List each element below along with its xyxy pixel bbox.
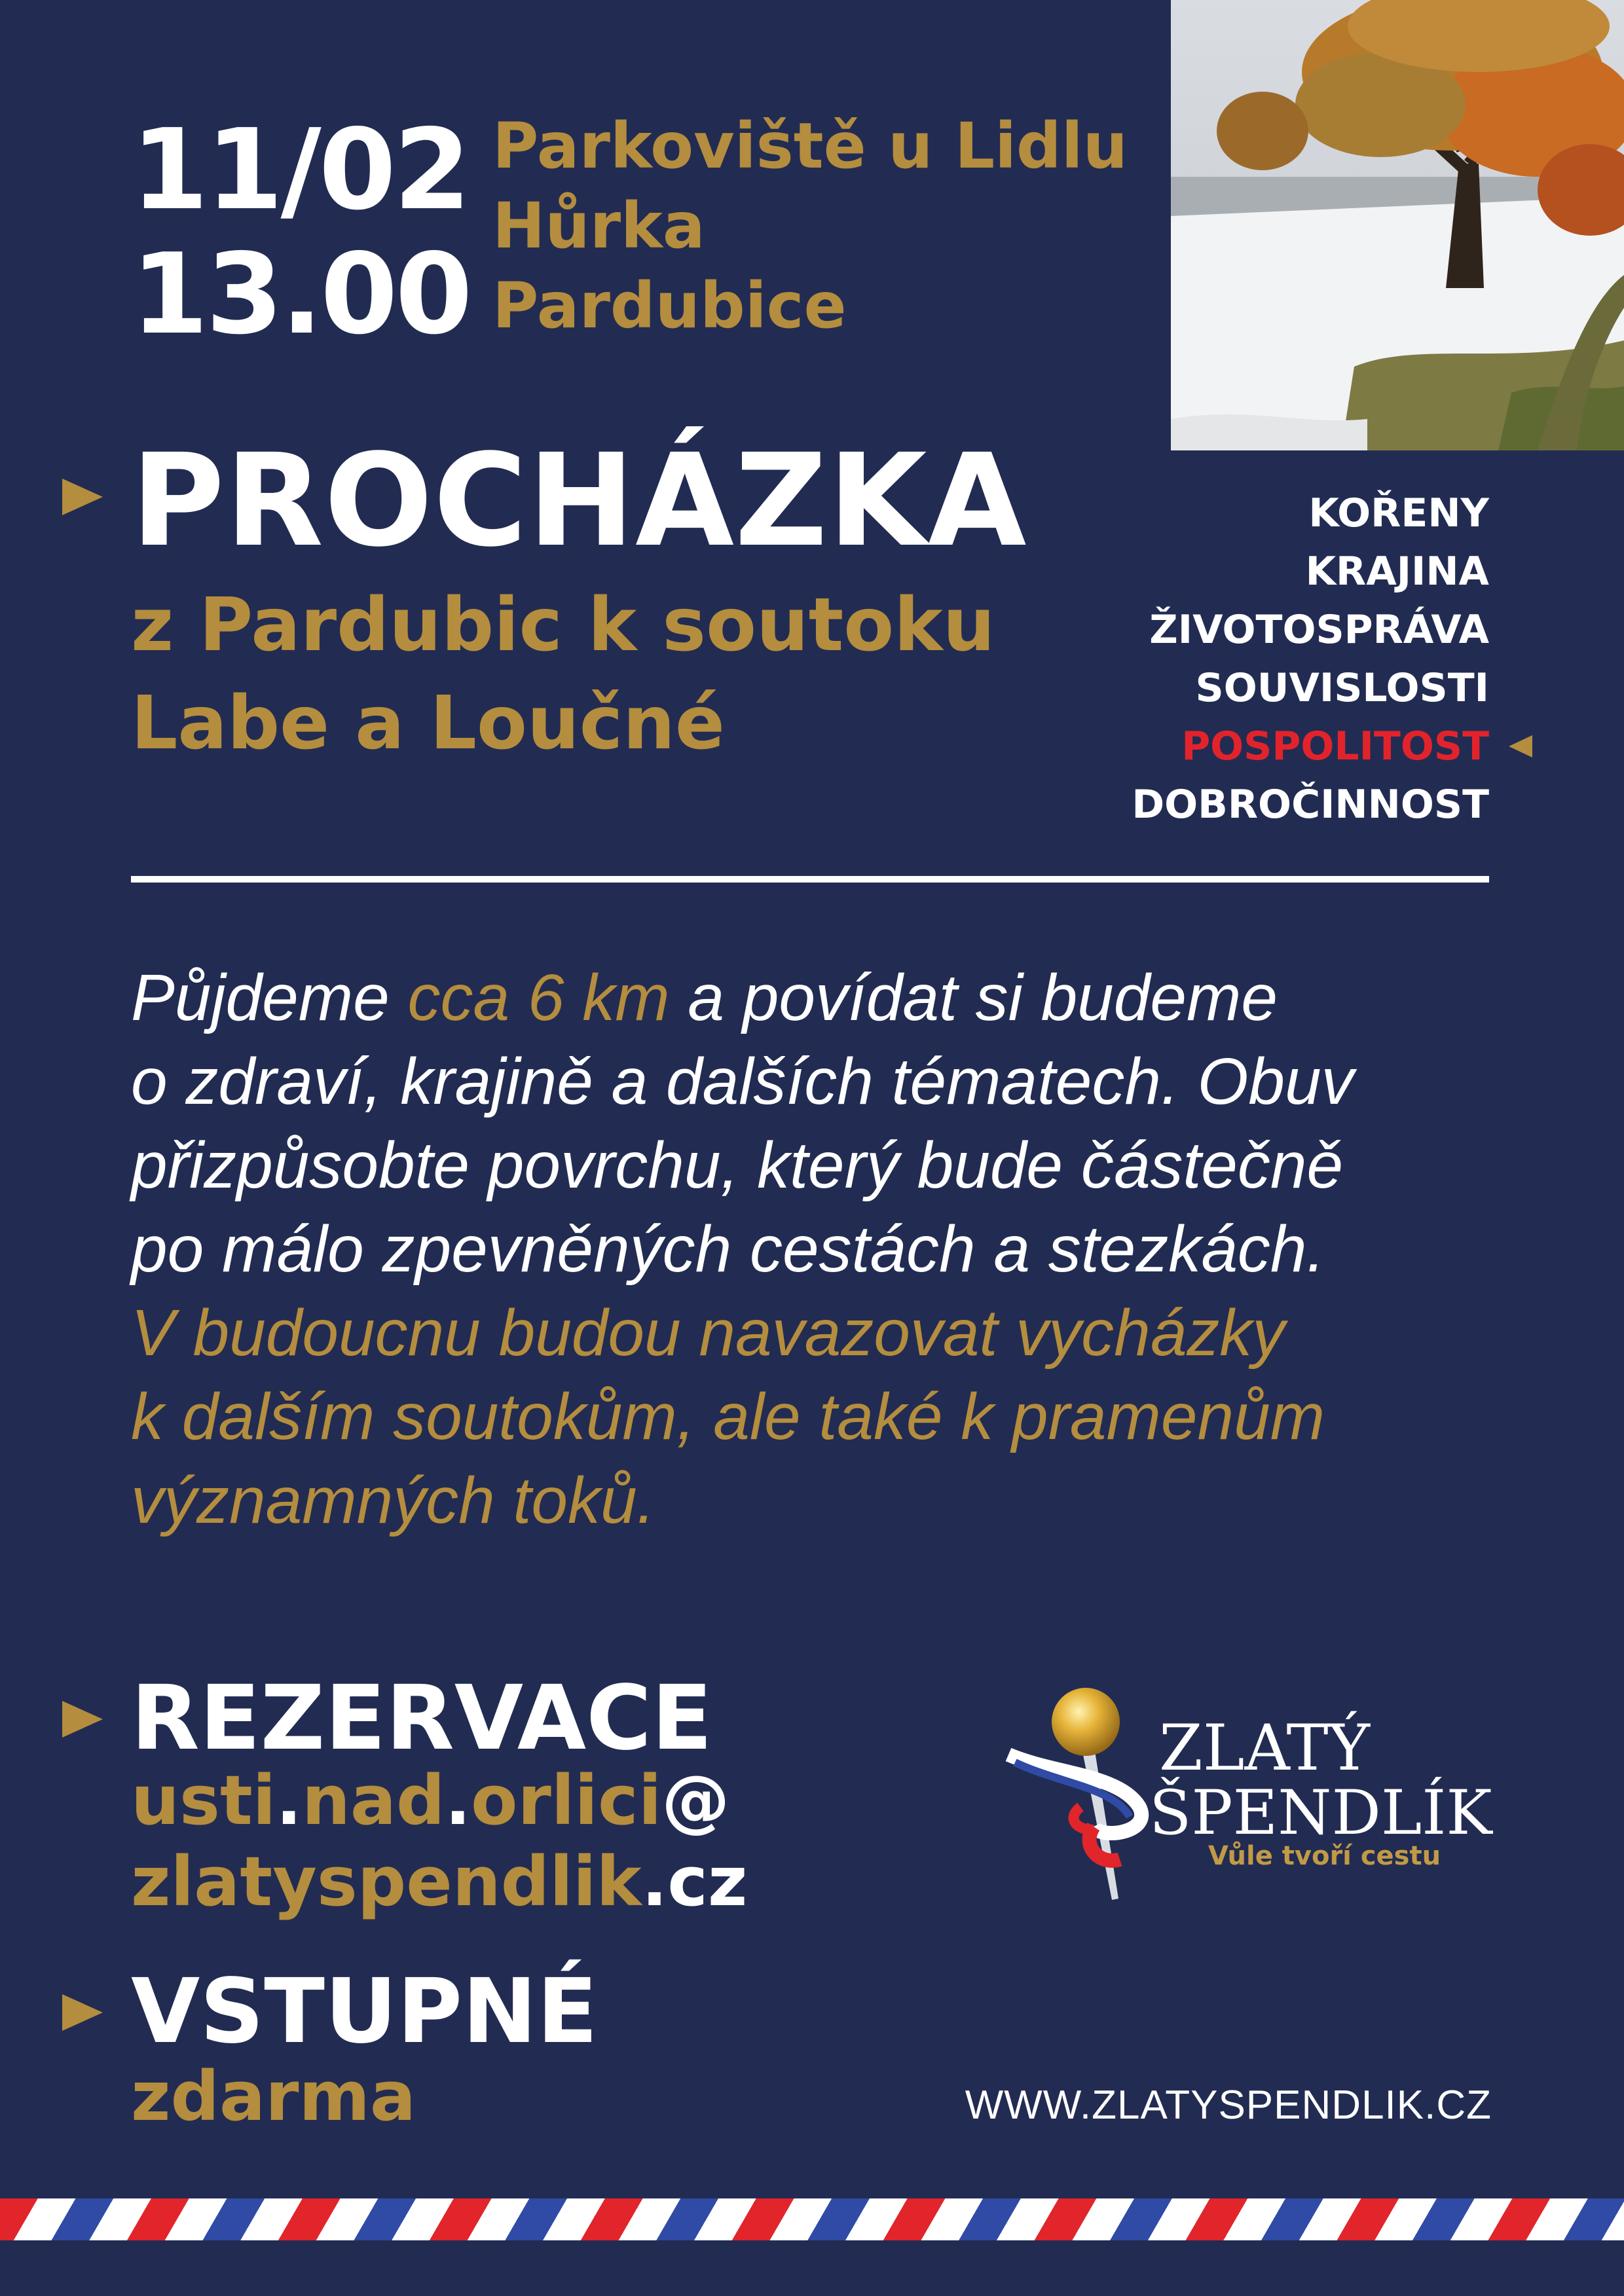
location-line-3: Pardubice xyxy=(492,269,847,342)
distance-highlight: cca 6 km xyxy=(407,961,670,1034)
topic-item-active: POSPOLITOST xyxy=(1181,723,1489,769)
description xyxy=(131,956,1611,1542)
play-arrow-icon xyxy=(62,1701,103,1738)
subtitle xyxy=(131,576,995,773)
location-line-1: Parkoviště u Lidlu xyxy=(492,109,1128,183)
topic-item: KOŘENY xyxy=(1308,490,1489,536)
reservation-email-line-1[interactable]: usti.nad.orlici@ xyxy=(131,1760,730,1840)
reservation-email-line-2[interactable]: zlatyspendlik.cz xyxy=(131,1842,748,1922)
admission-value: zdarma xyxy=(131,2056,416,2136)
topics-list xyxy=(1132,484,1489,834)
event-photo xyxy=(1171,0,1624,450)
description-line-2: o zdraví, krajině a dalších tématech. Obuv xyxy=(131,1045,1354,1118)
description-line-3: přizpůsobte povrchu, který bude částečně xyxy=(131,1129,1344,1202)
winter-tree-photo xyxy=(1171,0,1624,450)
topic-item: DOBROČINNOST xyxy=(1132,782,1489,828)
topic-item: ŽIVOTOSPRÁVA xyxy=(1149,607,1489,653)
page-title: PROCHÁZKA xyxy=(131,426,1027,575)
topic-item: SOUVISLOSTI xyxy=(1195,665,1489,711)
description-line-1: Půjdeme cca 6 km a povídat si budeme xyxy=(131,961,1278,1034)
admission-heading: VSTUPNÉ xyxy=(131,1960,598,2064)
location-line-2: Hůrka xyxy=(492,189,705,263)
event-time: 13.00 xyxy=(131,230,470,359)
description-line-6: k dalším soutokům, ale také k pramenům xyxy=(131,1380,1325,1453)
play-arrow-icon xyxy=(62,479,103,515)
flag-stripe xyxy=(0,2198,1624,2240)
subtitle-line-2: Labe a Loučné xyxy=(131,681,725,766)
logo-tagline: Vůle tvoří cestu xyxy=(1208,1841,1441,1871)
description-line-7: významných toků. xyxy=(131,1464,655,1537)
topic-pointer-icon xyxy=(1509,735,1532,757)
event-date: 11/02 xyxy=(131,105,469,235)
divider xyxy=(131,876,1489,883)
subtitle-line-1: z Pardubic k soutoku xyxy=(131,583,995,668)
website-link[interactable]: WWW.ZLATYSPENDLIK.CZ xyxy=(965,2083,1492,2128)
logo-line-1: ZLATÝ xyxy=(1159,1711,1370,1785)
logo-line-2: ŠPENDLÍK xyxy=(1149,1777,1492,1849)
play-arrow-icon xyxy=(62,1994,103,2031)
description-line-5: V budoucnu budou navazovat vycházky xyxy=(131,1296,1285,1370)
description-line-4: po málo zpevněných cestách a stezkách. xyxy=(131,1212,1325,1286)
topic-item: KRAJINA xyxy=(1305,549,1489,594)
reservation-heading: REZERVACE xyxy=(131,1667,712,1770)
